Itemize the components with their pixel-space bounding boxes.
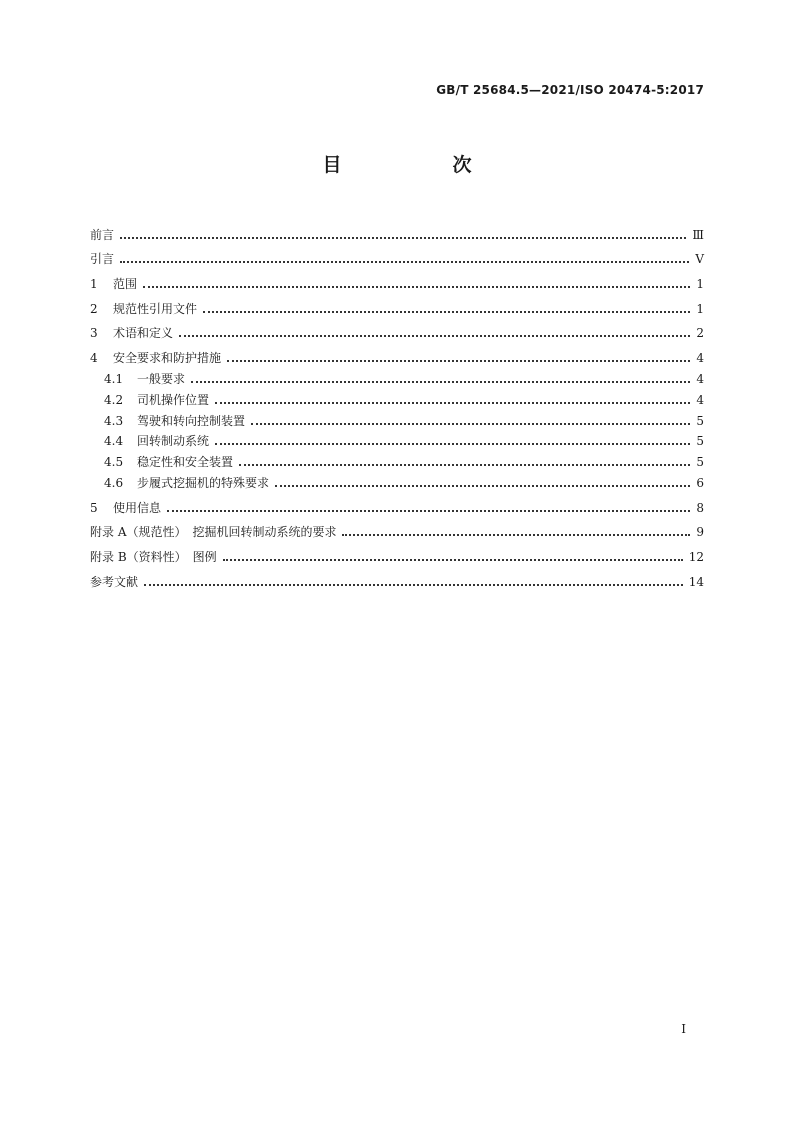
toc-entry-label: 安全要求和防护措施: [113, 351, 222, 366]
toc-entry-page: Ⅲ: [692, 227, 704, 242]
toc-entry-4-4[interactable]: [90, 429, 704, 450]
dot-leader: [203, 311, 690, 313]
toc-entry-page: 1: [696, 277, 704, 292]
dot-leader: [239, 464, 690, 466]
toc-entry-normative-references[interactable]: [90, 292, 704, 317]
toc-entry-label: 引言: [90, 252, 115, 267]
toc-entry-number: 4.1: [104, 371, 124, 386]
toc-entry-label: 使用信息: [113, 500, 162, 515]
toc-entry-terms-definitions[interactable]: [90, 317, 704, 342]
table-of-contents: [90, 218, 704, 590]
dot-leader: [179, 335, 690, 337]
toc-entry-foreword[interactable]: [90, 218, 704, 243]
toc-entry-number: 4.2: [104, 392, 124, 407]
toc-entry-4-5[interactable]: [90, 449, 704, 470]
toc-entry-label: 范围: [113, 277, 138, 292]
dot-leader: [215, 402, 690, 404]
toc-entry-label: 司机操作位置: [137, 392, 210, 407]
dot-leader: [275, 485, 690, 487]
toc-entry-label: 附录 A（规范性） 挖掘机回转制动系统的要求: [90, 525, 337, 540]
toc-entry-annex-b[interactable]: [90, 540, 704, 565]
toc-entry-number: 3: [90, 326, 98, 341]
dot-leader: [167, 510, 690, 512]
toc-entry-label: 稳定性和安全装置: [137, 455, 234, 470]
dot-leader: [223, 559, 683, 561]
dot-leader: [251, 423, 690, 425]
toc-entry-label: 前言: [90, 227, 115, 242]
toc-entry-number: 4.6: [104, 475, 124, 490]
dot-leader: [143, 286, 690, 288]
dot-leader: [120, 261, 689, 263]
toc-entry-4-1[interactable]: [90, 366, 704, 387]
toc-entry-page: 5: [696, 434, 704, 449]
toc-entry-page: 12: [688, 549, 704, 564]
toc-entry-label: 回转制动系统: [137, 434, 210, 449]
toc-entry-label: 驾驶和转向控制装置: [137, 413, 246, 428]
toc-entry-page: 4: [696, 351, 704, 366]
toc-entry-page: 14: [688, 574, 704, 589]
toc-entry-bibliography[interactable]: [90, 565, 704, 590]
toc-entry-number: 4.4: [104, 434, 124, 449]
toc-entry-label: 规范性引用文件: [113, 301, 198, 316]
page-number: Ⅰ: [681, 1022, 686, 1036]
document-code: GB/T 25684.5—2021/ISO 20474-5:2017: [436, 83, 704, 97]
toc-entry-number: 2: [90, 301, 98, 316]
toc-entry-number: 4.5: [104, 455, 124, 470]
toc-entry-number: 5: [90, 500, 98, 515]
toc-entry-label: 一般要求: [137, 371, 186, 386]
toc-entry-introduction[interactable]: [90, 243, 704, 268]
toc-entry-label: 参考文献: [90, 574, 139, 589]
toc-entry-annex-a[interactable]: [90, 516, 704, 541]
toc-entry-information-for-use[interactable]: [90, 491, 704, 516]
toc-entry-safety-requirements[interactable]: [90, 341, 704, 366]
dot-leader: [120, 237, 686, 239]
toc-entry-scope[interactable]: [90, 267, 704, 292]
toc-entry-number: 4: [90, 351, 98, 366]
toc-entry-page: 9: [696, 525, 704, 540]
toc-entry-number: 1: [90, 277, 98, 292]
dot-leader: [144, 584, 683, 586]
toc-entry-4-2[interactable]: [90, 387, 704, 408]
toc-entry-number: 4.3: [104, 413, 124, 428]
toc-entry-page: 4: [696, 392, 704, 407]
toc-entry-page: 2: [696, 326, 704, 341]
toc-entry-page: 4: [696, 371, 704, 386]
toc-entry-4-3[interactable]: [90, 408, 704, 429]
page-title: 目 次: [322, 154, 518, 176]
toc-entry-page: 5: [696, 455, 704, 470]
toc-entry-label: 术语和定义: [113, 326, 174, 341]
toc-entry-page: 5: [696, 413, 704, 428]
toc-entry-label: 步履式挖掘机的特殊要求: [137, 475, 270, 490]
toc-entry-page: 1: [696, 301, 704, 316]
dot-leader: [227, 360, 690, 362]
toc-entry-page: 6: [696, 475, 704, 490]
dot-leader: [342, 534, 690, 536]
toc-entry-page: 8: [696, 500, 704, 515]
dot-leader: [215, 443, 690, 445]
toc-entry-page: Ⅴ: [695, 252, 704, 267]
dot-leader: [191, 381, 690, 383]
toc-entry-4-6[interactable]: [90, 470, 704, 491]
toc-entry-label: 附录 B（资料性） 图例: [90, 549, 217, 564]
